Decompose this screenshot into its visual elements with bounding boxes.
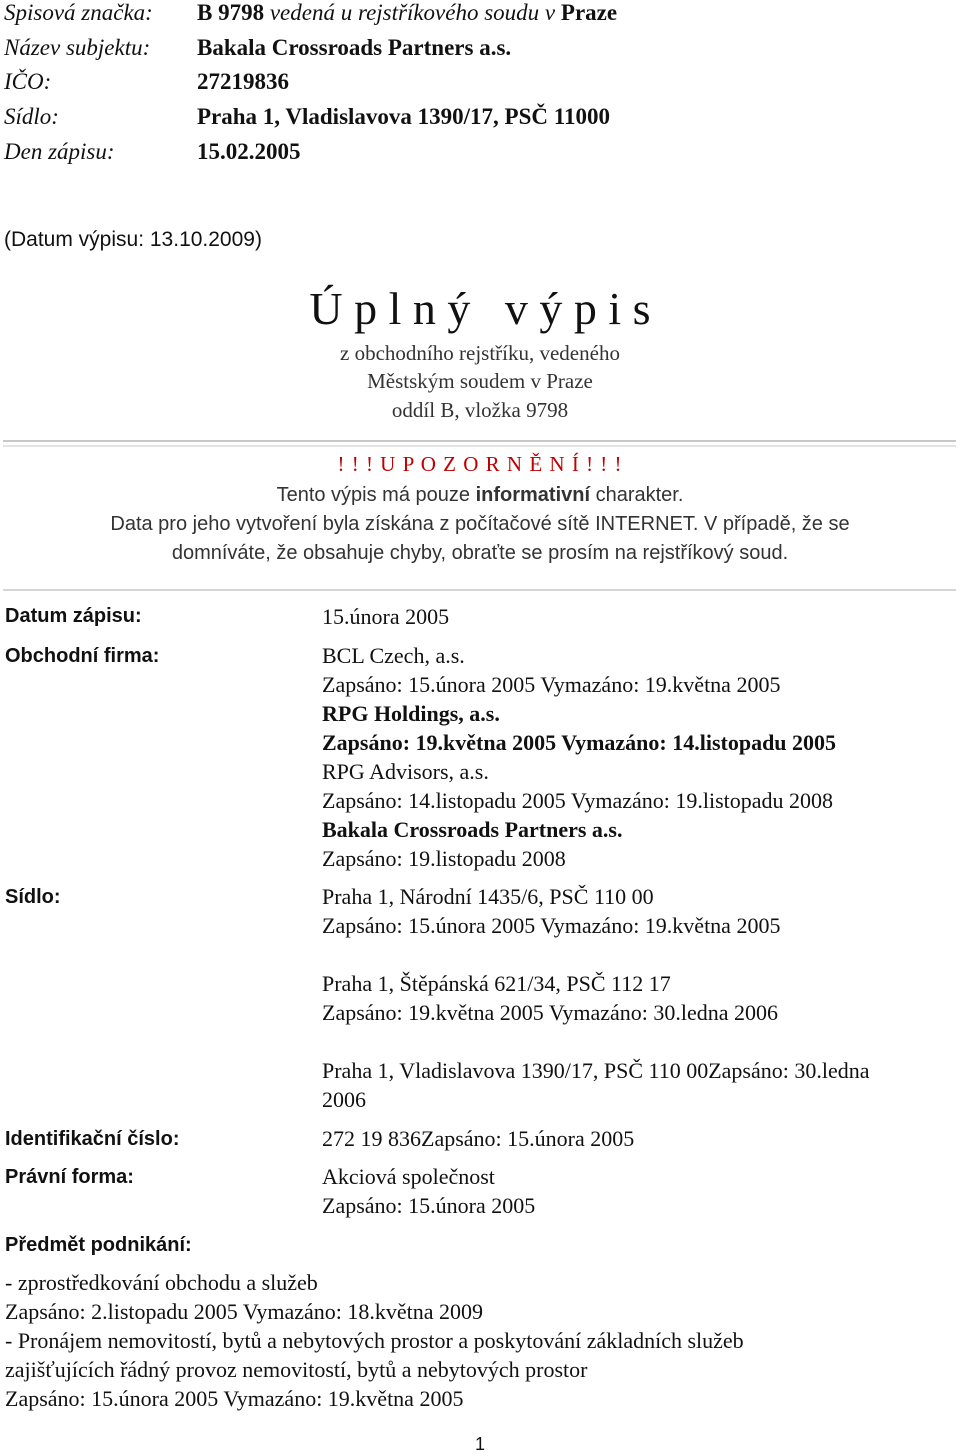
business-name-3-dates: Zapsáno: 14.listopadu 2005 Vymazáno: 19.listopadu 2008 (322, 788, 834, 813)
warning-line-1 (0, 484, 960, 507)
id-number-value: 272 19 836Zapsáno: 15.února 2005 (322, 1126, 635, 1151)
file-number-city: Praze (560, 0, 618, 25)
seat-label: Sídlo: (4, 104, 59, 129)
business-name-1-dates: Zapsáno: 15.února 2005 Vymazáno: 19.května 2005 (322, 672, 781, 697)
legal-form-dates: Zapsáno: 15.února 2005 (322, 1193, 536, 1218)
business-activity-2-cont: zajišťujících řádný provoz nemovitostí, bytů a nebytových prostor (5, 1357, 588, 1382)
business-name-2-dates: Zapsáno: 19.května 2005 Vymazáno: 14.listopadu 2005 (322, 730, 837, 755)
divider-top (3, 440, 956, 447)
warning-heading: ! ! ! U P O Z O R N Ě N Í ! ! ! (337, 452, 623, 476)
registration-date-label: Den zápisu: (4, 139, 115, 164)
extract-date: (Datum výpisu: 13.10.2009) (4, 228, 262, 251)
registration-date-value: 15.02.2005 (197, 139, 301, 164)
file-number-court: vedená u rejstříkového soudu v (269, 0, 556, 25)
subject-name-value: Bakala Crossroads Partners a.s. (197, 35, 512, 60)
page-title: Ú p l n ý v ý p i s (309, 283, 651, 334)
warning-line-1-pre: Tento výpis má pouze (276, 484, 471, 506)
legal-form-label: Právní forma: (5, 1166, 134, 1188)
warning-line-1-post: charakter. (595, 484, 684, 506)
seat-value: Praha 1, Vladislavova 1390/17, PSČ 11000 (197, 104, 610, 129)
ico-value: 27219836 (197, 69, 289, 94)
business-name-1: BCL Czech, a.s. (322, 643, 465, 668)
id-number-label: Identifikační číslo: (5, 1128, 180, 1150)
record-date-value: 15.února 2005 (322, 604, 450, 629)
business-name-3: RPG Advisors, a.s. (322, 759, 489, 784)
file-number-label: Spisová značka: (4, 0, 153, 25)
divider-bottom (3, 589, 956, 591)
record-date-label: Datum zápisu: (5, 605, 142, 627)
seat-3-cont: 2006 (322, 1087, 366, 1112)
seat-1-dates: Zapsáno: 15.února 2005 Vymazáno: 19.května 2005 (322, 913, 781, 938)
warning-line-2: Data pro jeho vytvoření byla získána z počítačové sítě INTERNET. V případě, že se (110, 513, 850, 535)
subtitle-line-1: z obchodního rejstříku, vedeného (340, 341, 620, 365)
seat-2: Praha 1, Štěpánská 621/34, PSČ 112 17 (322, 971, 671, 996)
legal-form-value: Akciová společnost (322, 1164, 495, 1189)
business-name-4-dates: Zapsáno: 19.listopadu 2008 (322, 846, 566, 871)
subject-name-label: Název subjektu: (4, 35, 151, 60)
subtitle-line-3: oddíl B, vložka 9798 (391, 398, 569, 422)
business-name-label: Obchodní firma: (5, 645, 160, 667)
file-number-value (197, 0, 617, 26)
seat-history-label: Sídlo: (5, 886, 61, 908)
business-activity-label: Předmět podnikání: (5, 1234, 192, 1256)
file-number-code: B 9798 (197, 0, 265, 25)
warning-line-3: domníváte, že obsahuje chyby, obraťte se prosím na rejstříkový soud. (171, 542, 789, 564)
seat-2-dates: Zapsáno: 19.května 2005 Vymazáno: 30.ledna 2006 (322, 1000, 778, 1025)
page-number: 1 (474, 1434, 485, 1454)
business-activity-1: - zprostředkování obchodu a služeb (5, 1270, 318, 1295)
seat-3: Praha 1, Vladislavova 1390/17, PSČ 110 00Zapsáno: 30.ledna (322, 1058, 870, 1083)
business-name-4: Bakala Crossroads Partners a.s. (322, 817, 623, 842)
business-name-2: RPG Holdings, a.s. (322, 701, 500, 726)
seat-1: Praha 1, Národní 1435/6, PSČ 110 00 (322, 884, 654, 909)
ico-label: IČO: (4, 69, 52, 94)
warning-line-1-bold: informativní (475, 484, 591, 506)
business-activity-2: - Pronájem nemovitostí, bytů a nebytových prostor a poskytování základních služeb (5, 1328, 744, 1353)
business-activity-2-dates: Zapsáno: 15.února 2005 Vymazáno: 19.května 2005 (5, 1386, 464, 1411)
business-activity-1-dates: Zapsáno: 2.listopadu 2005 Vymazáno: 18.května 2009 (5, 1299, 484, 1324)
subtitle-line-2: Městským soudem v Praze (367, 369, 593, 393)
